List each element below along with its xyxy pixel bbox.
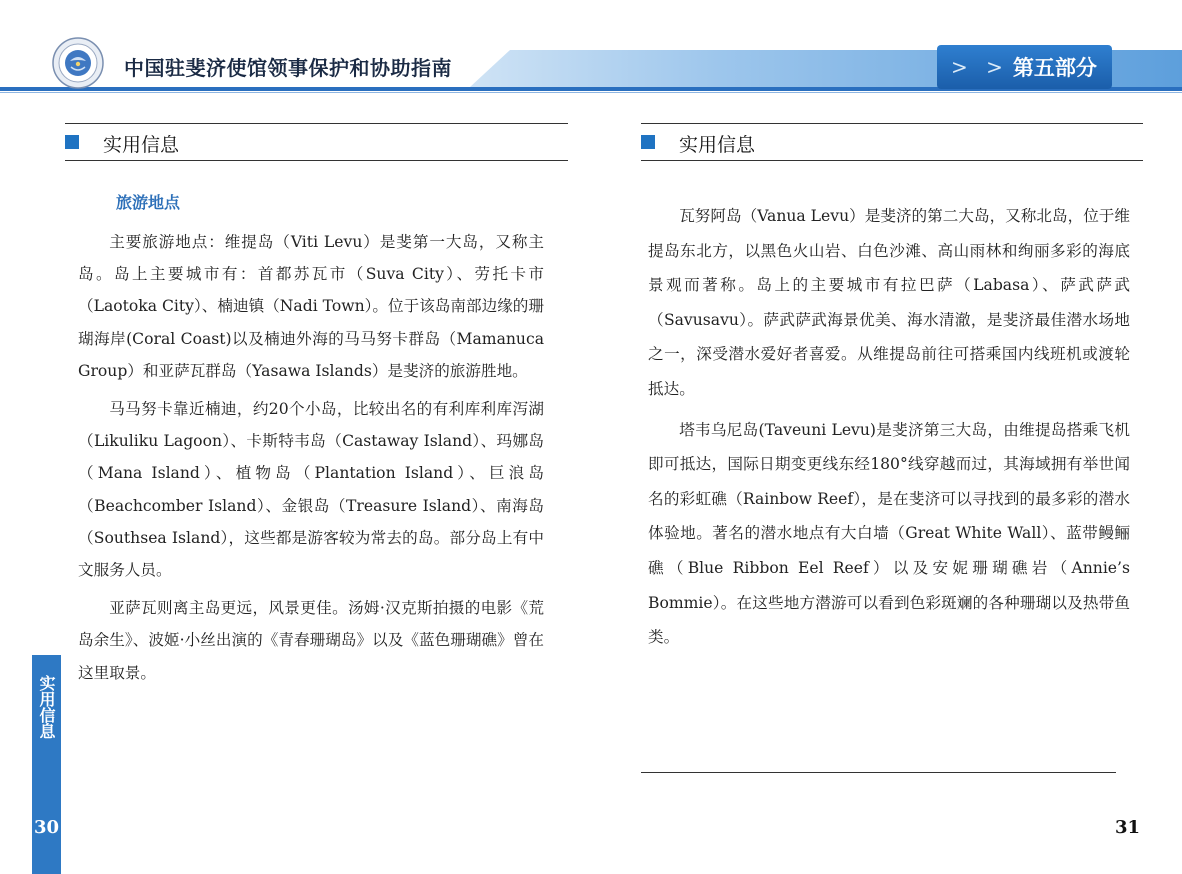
right-section-heading <box>641 123 1143 161</box>
right-section-title: 实用信息 <box>679 134 756 156</box>
section-marker-icon <box>65 135 79 149</box>
side-tab <box>32 655 61 874</box>
side-tab-label: 实用信息 <box>37 675 56 739</box>
part-badge <box>937 45 1112 89</box>
end-rule <box>641 772 1116 773</box>
guide-title: 中国驻斐济使馆领事保护和协助指南 <box>124 56 452 80</box>
paragraph: 塔韦乌尼岛(Taveuni Levu)是斐济第三大岛，由维提岛搭乘飞机即可抵达，国际日期变更线东经180°线穿越而过，其海域拥有举世闻名的彩虹礁（Rainbow Reef），是在斐济可以寻找到的最多彩的潜水体验地。著名的潜水地点有大白墙（Great White Wall）、蓝带鳗鲡礁（Blue Ribbon Eel Reef）以及安妮珊瑚礁岩（Annie’s Bommie）。在这些地方潜游可以看到色彩斑斓的各种珊瑚以及热带鱼类。 <box>648 420 1130 647</box>
paragraph: 马马努卡靠近楠迪，约20个小岛，比较出名的有利库利库泻湖（Likuliku Lagoon）、卡斯特韦岛（Castaway Island）、玛娜岛（Mana Island）、植物岛（Plantation Island）、巨浪岛（Beachcomber Island）、金银岛（Treasure Island）、南海岛（Southsea Island），这些都是游客较为常去的岛。部分岛上有中文服务人员。 <box>78 400 544 580</box>
consular-emblem-icon <box>52 37 104 89</box>
left-section-heading <box>65 123 568 161</box>
subheading-tourist-spots: 旅游地点 <box>116 193 181 212</box>
right-body <box>648 199 1130 661</box>
page-header <box>0 0 1182 100</box>
left-body <box>78 226 544 695</box>
paragraph: 亚萨瓦则离主岛更远，风景更佳。汤姆·汉克斯拍摄的电影《荒岛余生》、波姬·小丝出演的《青春珊瑚岛》以及《蓝色珊瑚礁》曾在这里取景。 <box>78 599 544 682</box>
paragraph: 主要旅游地点：维提岛（Viti Levu）是斐第一大岛，又称主岛。岛上主要城市有：首都苏瓦市（Suva City）、劳托卡市（Laotoka City）、楠迪镇（Nadi Town）。位于该岛南部边缘的珊瑚海岸(Coral Coast)以及楠迪外海的马马努卡群岛（Mamanuca Group）和亚萨瓦群岛（Yasawa Islands）是斐济的旅游胜地。 <box>78 233 544 380</box>
part-label: 第五部分 <box>1012 56 1097 80</box>
header-rule-thin <box>0 92 1182 93</box>
chevron-right-icon: > > <box>951 55 1009 79</box>
page-number-left: 30 <box>34 817 60 838</box>
paragraph: 瓦努阿岛（Vanua Levu）是斐济的第二大岛，又称北岛，位于维提岛东北方，以黑色火山岩、白色沙滩、高山雨林和绚丽多彩的海底景观而著称。岛上的主要城市有拉巴萨（Labasa）、萨武萨武（Savusavu）。萨武萨武海景优美、海水清澈，是斐济最佳潜水场地之一，深受潜水爱好者喜爱。从维提岛前往可搭乘国内线班机或渡轮抵达。 <box>648 207 1130 398</box>
left-section-title: 实用信息 <box>103 134 180 156</box>
section-marker-icon <box>641 135 655 149</box>
page-number-right: 31 <box>1115 817 1141 838</box>
